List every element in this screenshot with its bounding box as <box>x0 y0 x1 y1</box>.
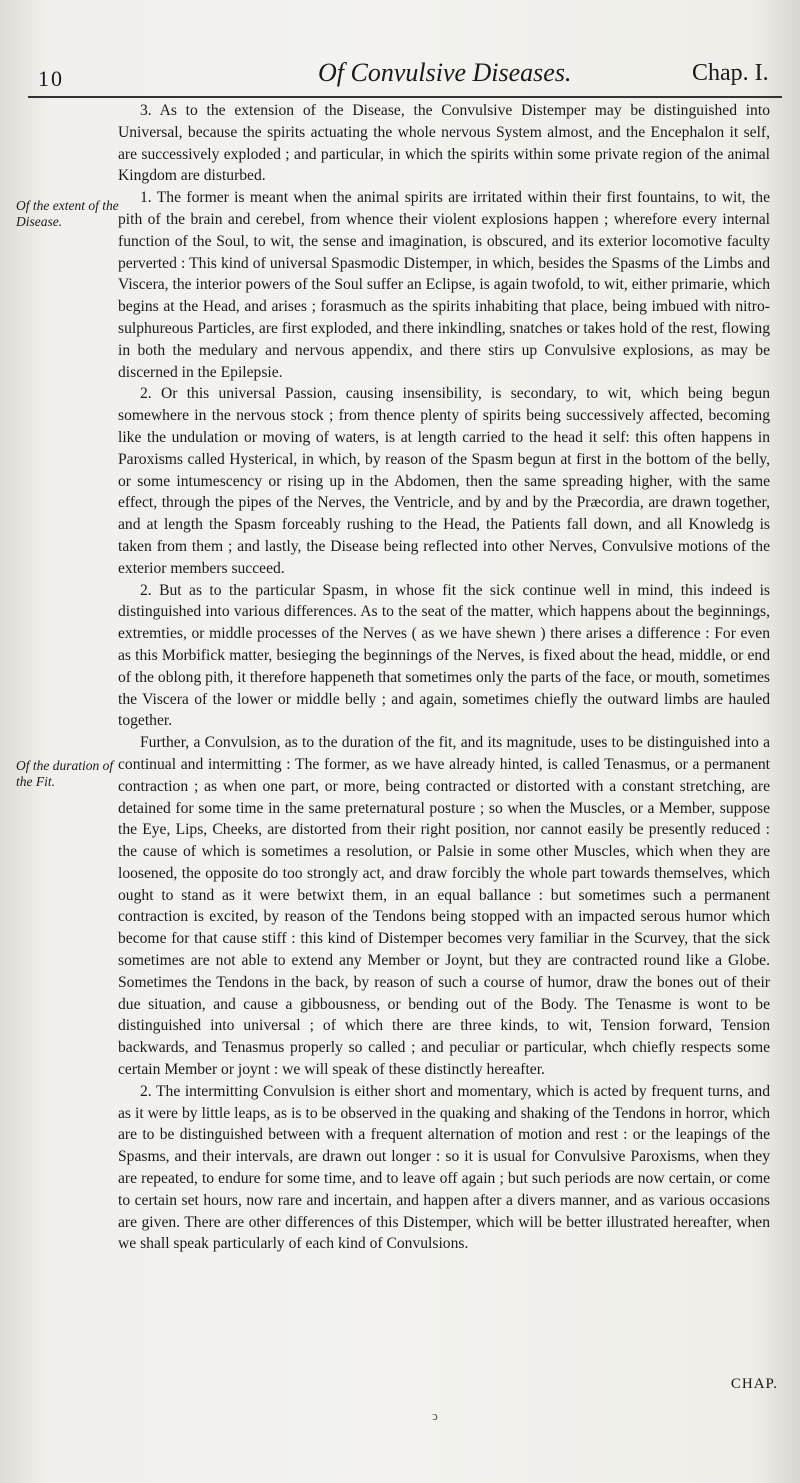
paragraph-intermitting: 2. The intermitting Convulsion is either short and momentary, which is acted by frequent turns, and as it were by little leaps, as is to be observed in the quaking and shaking of the Tendons in horror, which are to be distinguished between with a frequent alternation of motion and rest : or the leapings of the Spasms, and their intervals, are drawn out longer : so it is usual for Convulsive Paroxisms, when they are repeated, to endure for some time, and to leave off again ; but such periods are now certain, or come to certain set hours, now rare and incertain, and happen after a divers manner, and as various occasions are given. There are other differences of this Distemper, which will be better illustrated hereafter, when we shall speak particularly of each kind of Convulsions. <box>118 1082 770 1253</box>
page-header <box>0 50 800 94</box>
paragraph-extension: 3. As to the extension of the Disease, the Convulsive Distemper may be distinguished into Universal, because the spirits actuating the whole nervous System almost, and the Encephalon it self, are successively exploded ; and particular, in which the spirits within some private region of the animal Kingdom are disturbed. <box>118 102 770 185</box>
paragraph-particular: 2. But as to the particular Spasm, in whose fit the sick continue well in mind, this indeed is distinguished into various differences. As to the seat of the matter, which happens about the beginnings, extremties, or middle processes of the Nerves ( as we have shewn ) there arises a difference : For even as this Morbifick matter, besieging the beginnings of the Nerves, is fixed about the head, middle, or end of the oblong pith, it therefore happeneth that sometimes only the parts of the face, or mouth, sometimes the Viscera of the lower or middle belly ; and again, sometimes chiefly the outward limbs are hauled together. <box>118 581 770 730</box>
ornament-mark: ↄ <box>432 1408 438 1423</box>
body-text <box>118 100 770 1255</box>
paragraph-duration: Further, a Convulsion, as to the duration of the fit, and its magnitude, uses to be distinguished into a continual and intermitting : The former, as we have already hinted, is called Tenasmus, or a permanent contraction ; as when one part, or more, being contracted or distorted with a constant stretching, are detained for some time in the same preternatural posture ; so when the Muscles, or a Member, suppose the Eye, Lips, Cheeks, are distorted from their right position, nor cannot easily be presently reduced : the cause of which is sometimes a resolution, or Palsie in some other Muscles, which when they are loosened, the opposite do too strongly act, and draw forcibly the whole part towards themselves, which ought to stand as it were betwixt them, in an equal ballance : but sometimes such a permanent contraction is excited, by reason of the Tendons being stopped with an impacted serous humor which become for that cause stiff : this kind of Distemper becomes very familiar in the Scurvey, that the sick sometimes are not able to extend any Member or Joynt, but they are contracted round like a Globe. Sometimes the Tendons in the back, by reason of such a course of humor, draw the bones out of their due situation, and cause a gibbousness, or bending out of the Body. The Tenasme is wont to be distinguished into universal ; of which there are three kinds, to wit, Tension forward, Tension backwards, and Tenasmus properly so called ; and peculiar or particular, whch chiefly respects some certain Member or joynt : we will speak of these distinctly hereafter. <box>118 734 770 1079</box>
chapter-label: Chap. I. <box>692 60 769 86</box>
running-title: Of Convulsive Diseases. <box>318 58 572 87</box>
catchword: CHAP. <box>730 1376 778 1392</box>
header-rule <box>28 96 782 98</box>
page-number: 10 <box>38 66 64 91</box>
paragraph-universal: 1. The former is meant when the animal spirits are irritated within their first fountains, to wit, the pith of the brain and cerebel, from whence their violent explosions happen ; wherefore every internal function of the Soul, to wit, the sense and imagination, is obscured, and its exterior locomotive faculty perverted : This kind of universal Spasmodic Distemper, in which, besides the Spasms of the Limbs and Viscera, the interior powers of the Soul suffer an Eclipse, is again twofold, to wit, either primarie, which begins at the Head, and arises ; forasmuch as the spirits inhabiting that place, being imbued with nitro-sulphureous Particles, are first exploded, and there inkindling, snatches or takes hold of the rest, flowing in both the medulary and nervous appendix, and there stirs up Convulsive explosions, as may be discerned in the Epilepsie. <box>118 189 770 381</box>
paragraph-secondary: 2. Or this universal Passion, causing insensibility, is secondary, to wit, which being begun somewhere in the nervous stock ; from thence plenty of spirits being successively affected, becoming like the undulation or moving of waters, is at length carried to the head it self: this often happens in Paroxisms called Hysterical, in which, by reason of the Spasm begun at first in the bottom of the belly, or some intumescency or rising up in the Abdomen, then the same spreading higher, with the same effect, through the pipes of the Nerves, the Ventricle, and by and by the Præcordia, are drawn together, and at length the Spasm forceably rushing to the Head, the Patients fall down, and all Knowledg is taken from them ; and lastly, the Disease being reflected into other Nerves, Convulsive motions of the exterior members succeed. <box>118 385 770 577</box>
margin-note-extent: Of the extent of the Disease. <box>16 198 119 229</box>
margin-note-duration: Of the duration of the Fit. <box>16 758 114 789</box>
